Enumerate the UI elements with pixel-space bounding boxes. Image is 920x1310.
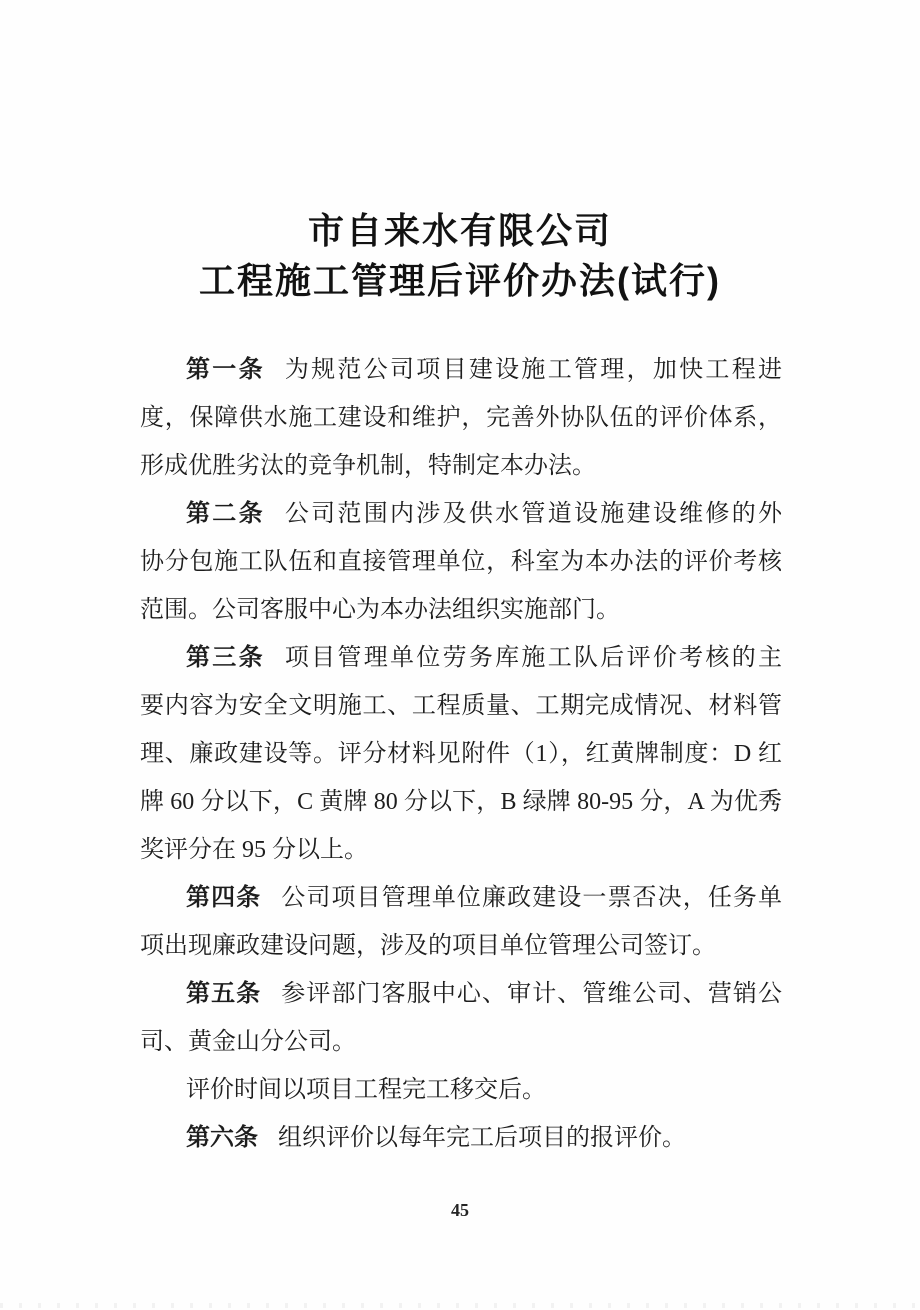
body-line-text: 协分包施工队伍和直接管理单位，科室为本办法的评价考核	[140, 549, 782, 575]
body-line	[140, 682, 782, 730]
body-line	[140, 538, 782, 586]
body-line-text: 公司项目管理单位廉政建设一票否决，任务单	[281, 885, 782, 911]
body-line-text: 范围。公司客服中心为本办法组织实施部门。	[140, 597, 620, 623]
body-line	[140, 778, 782, 826]
body-line-text: 参评部门客服中心、审计、管维公司、营销公	[281, 981, 782, 1007]
body-text	[140, 346, 782, 1162]
body-line	[140, 922, 782, 970]
body-line	[140, 394, 782, 442]
body-line	[140, 1066, 782, 1114]
body-line-text: 理、廉政建设等。评分材料见附件（1），红黄牌制度：D 红	[140, 741, 782, 767]
body-line	[140, 634, 782, 682]
page-number: 45	[451, 1200, 469, 1220]
body-line	[140, 442, 782, 490]
body-line-text: 组织评价以每年完工后项目的报评价。	[278, 1125, 686, 1151]
body-line-text: 项出现廉政建设问题，涉及的项目单位管理公司签订。	[140, 933, 716, 959]
body-line	[140, 346, 782, 394]
article-label: 第五条	[186, 980, 262, 1007]
body-line-text: 形成优胜劣汰的竞争机制，特制定本办法。	[140, 453, 596, 479]
article-label: 第二条	[186, 500, 265, 527]
body-line-text: 奖评分在 95 分以上。	[140, 837, 368, 863]
body-line-text: 度，保障供水施工建设和维护，完善外协队伍的评价体系，	[140, 405, 782, 431]
body-line	[140, 730, 782, 778]
document-title-line-1: 市自来水有限公司	[307, 210, 612, 251]
article-label: 第六条	[186, 1124, 258, 1151]
body-line-text: 牌 60 分以下，C 黄牌 80 分以下，B 绿牌 80-95 分，A 为优秀	[140, 789, 782, 815]
body-line	[140, 826, 782, 874]
body-line-text: 司、黄金山分公司。	[140, 1029, 356, 1055]
body-line	[140, 874, 782, 922]
body-line	[140, 586, 782, 634]
body-line	[140, 490, 782, 538]
body-line-text: 为规范公司项目建设施工管理，加快工程进	[284, 357, 782, 383]
article-label: 第三条	[186, 644, 265, 671]
body-line-text: 要内容为安全文明施工、工程质量、工期完成情况、材料管	[140, 693, 782, 719]
body-line-text: 评价时间以项目工程完工移交后。	[186, 1077, 546, 1103]
scan-noise-artifact	[0, 1303, 920, 1308]
body-line	[140, 1114, 782, 1162]
body-line	[140, 970, 782, 1018]
document-title	[0, 0, 920, 306]
body-line-text: 公司范围内涉及供水管道设施建设维修的外	[284, 501, 782, 527]
document-title-line-2: 工程施工管理后评价办法(试行)	[199, 260, 721, 301]
body-line-text: 项目管理单位劳务库施工队后评价考核的主	[284, 645, 782, 671]
article-label: 第一条	[186, 356, 265, 383]
body-line	[140, 1018, 782, 1066]
article-label: 第四条	[186, 884, 262, 911]
